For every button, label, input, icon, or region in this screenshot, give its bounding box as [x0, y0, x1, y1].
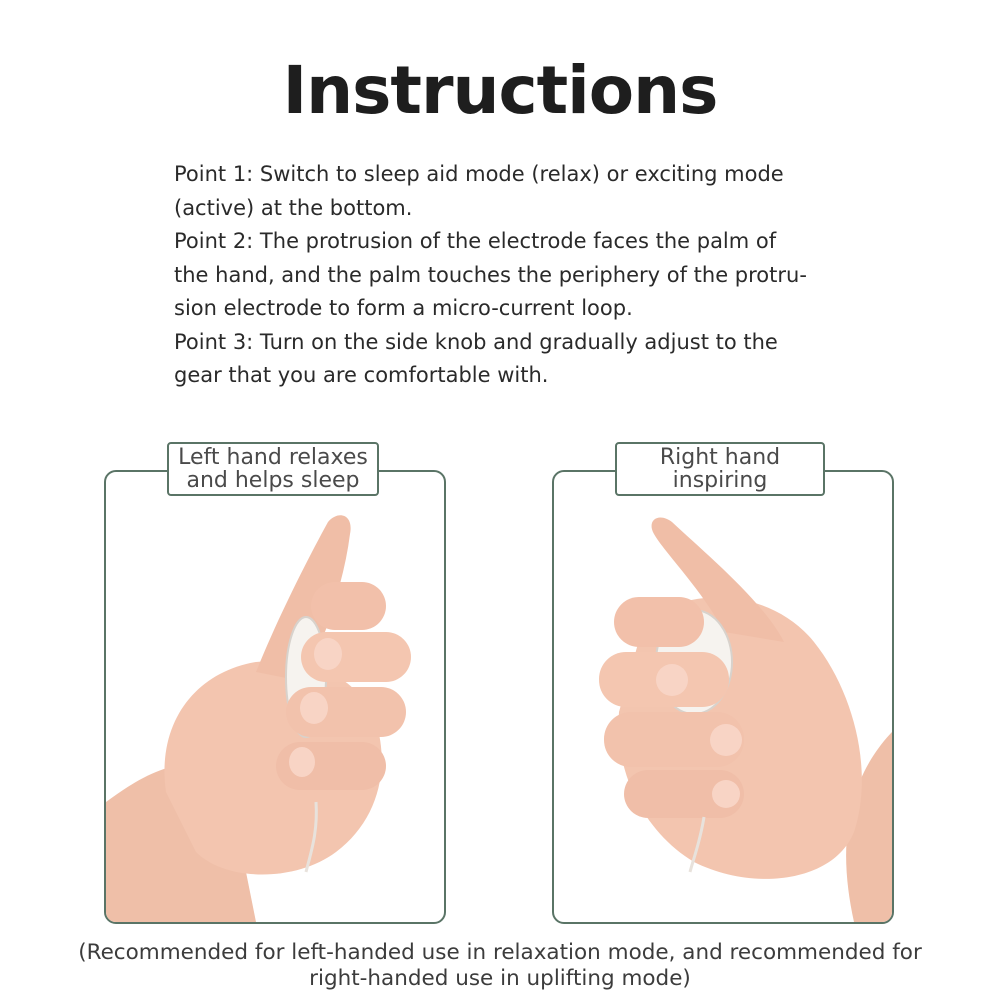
point-2	[174, 225, 834, 326]
instructions-list	[174, 158, 834, 393]
right-label-line-2: inspiring	[672, 468, 768, 493]
right-hand-illustration	[554, 472, 892, 922]
left-hand-panel	[104, 470, 446, 924]
right-label-line-1: Right hand	[659, 445, 781, 470]
point-2-line-1: Point 2: The protrusion of the electrode faces the palm of	[174, 229, 777, 253]
right-hand-panel	[552, 470, 894, 924]
left-label-line-2: and helps sleep	[186, 468, 360, 493]
point-2-line-2: the hand, and the palm touches the periphery of the protru-	[174, 262, 807, 287]
point-1-line-2: (active) at the bottom.	[174, 195, 413, 220]
point-3-line-1: Point 3: Turn on the side knob and gradually adjust to the	[174, 329, 778, 354]
point-3-line-2: gear that you are comfortable with.	[174, 363, 549, 387]
point-3	[174, 326, 834, 393]
footer-line-1: (Recommended for left-handed use in relaxation mode, and recommended for	[78, 940, 922, 965]
footer-line-2: right-handed use in uplifting mode)	[309, 966, 691, 991]
left-label-line-1: Left hand relaxes	[178, 445, 368, 470]
point-1	[174, 158, 834, 225]
point-1-line-1: Point 1: Switch to sleep aid mode (relax) or exciting mode	[174, 162, 784, 186]
left-hand-illustration	[106, 472, 444, 922]
footer-note	[20, 940, 980, 992]
right-hand-label	[615, 442, 825, 496]
point-2-line-3: sion electrode to form a micro-current loop.	[174, 296, 633, 320]
left-hand-label	[167, 442, 379, 496]
page-title: Instructions	[282, 52, 718, 129]
